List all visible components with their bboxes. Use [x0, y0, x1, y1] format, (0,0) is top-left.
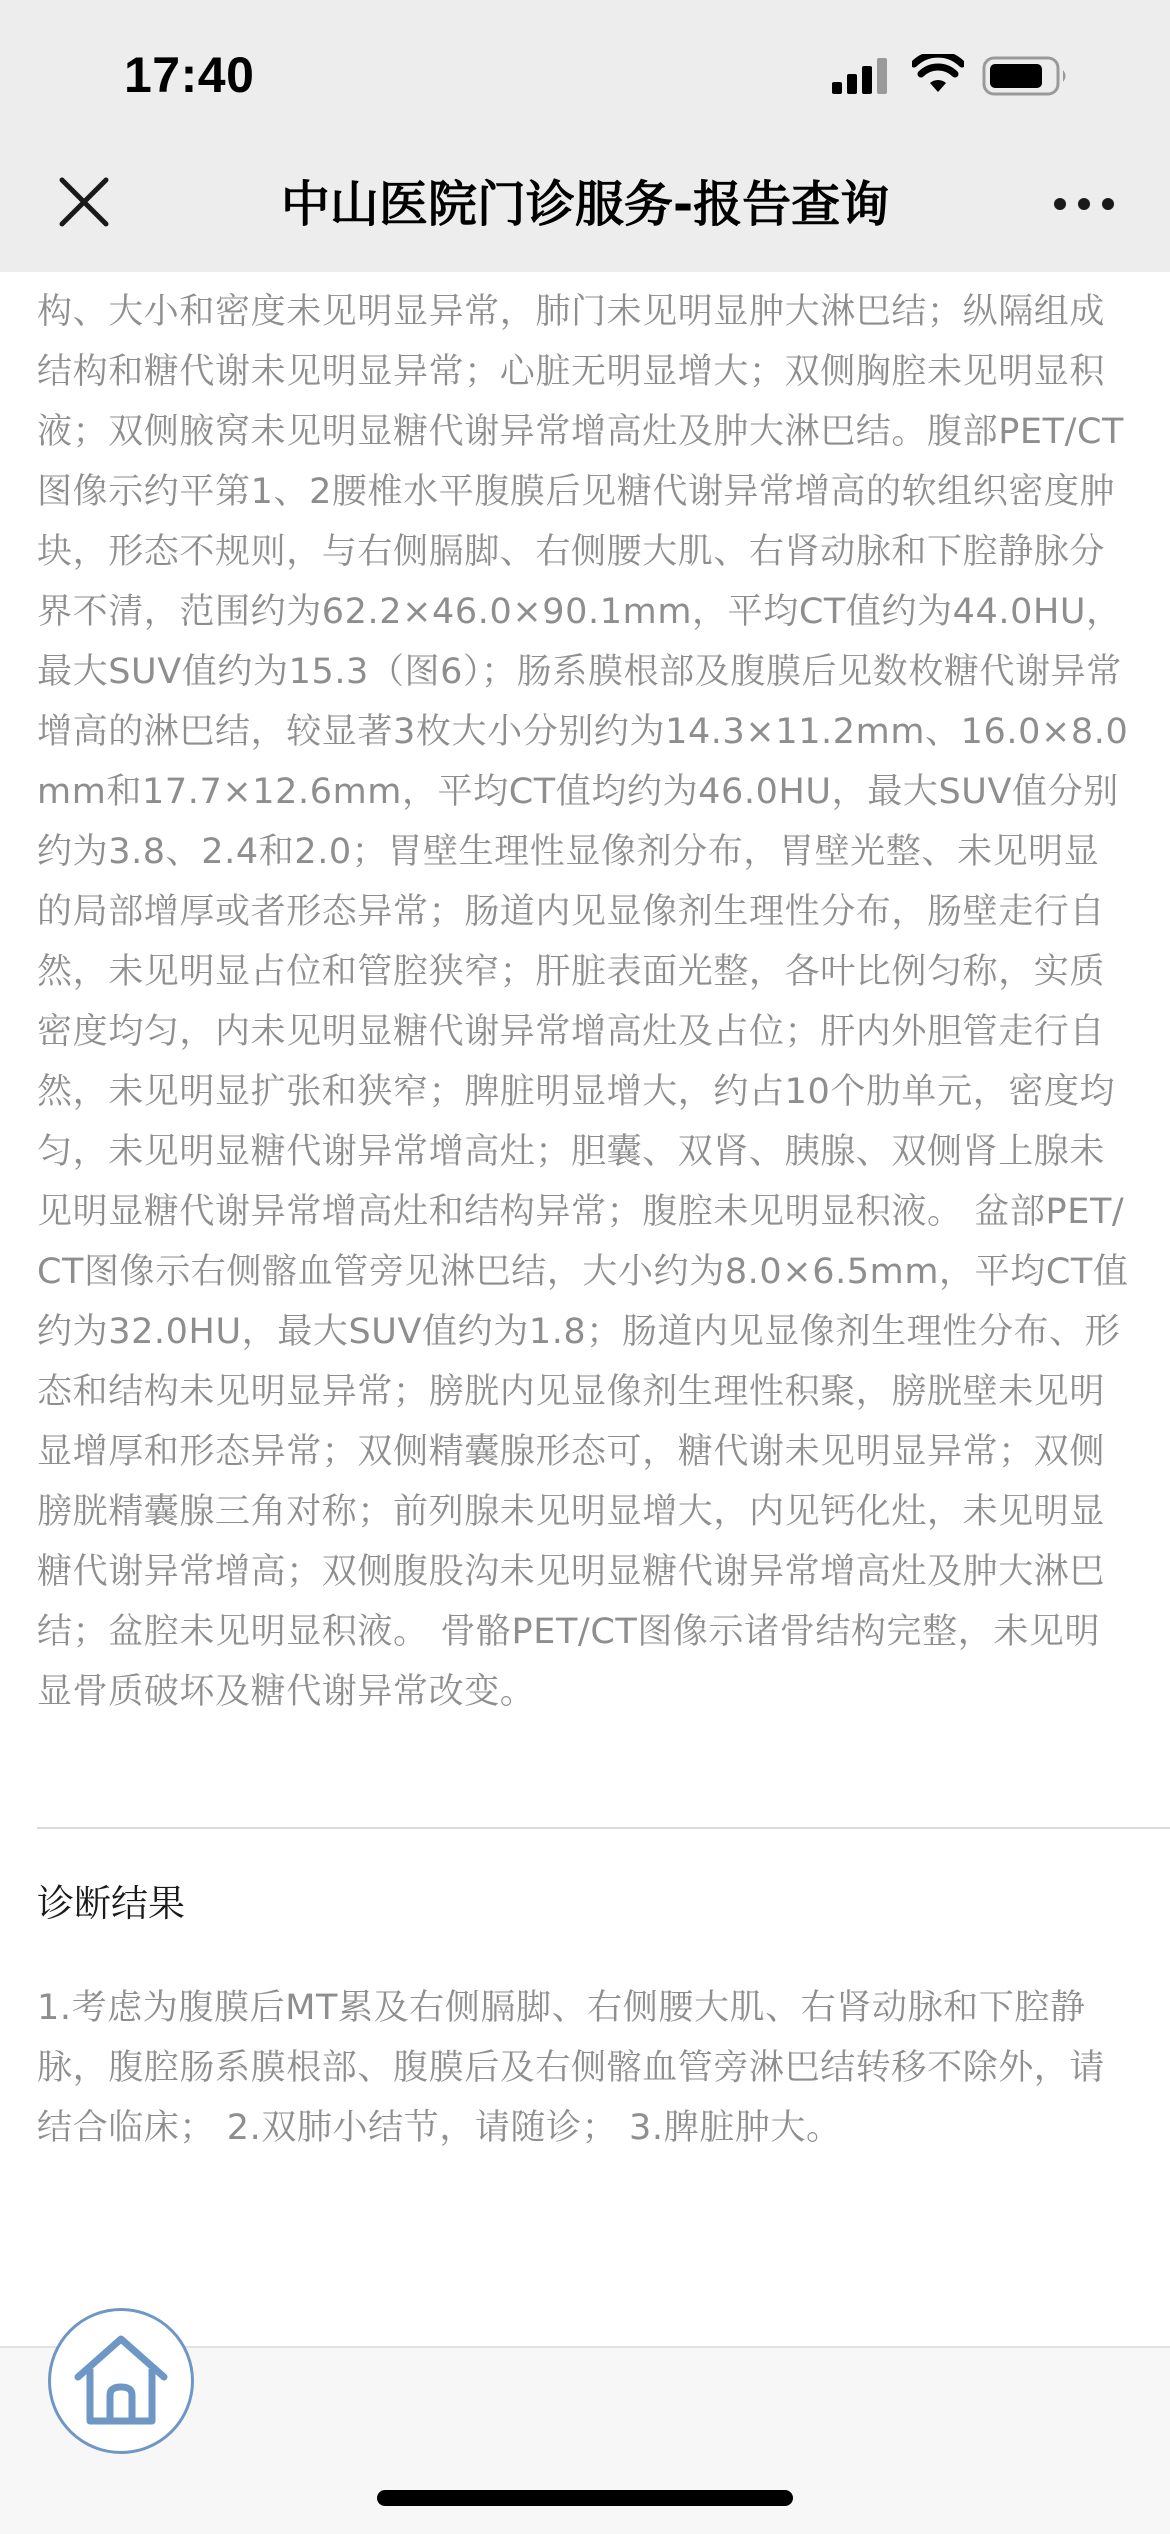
status-time: 17:40: [124, 47, 255, 103]
wifi-icon: [912, 54, 964, 94]
top-bar: [0, 0, 1170, 272]
home-indicator[interactable]: [377, 2490, 793, 2506]
diagnosis-text: 1.考虑为腹膜后MT累及右侧膈脚、右侧腰大肌、右肾动脉和下腔静脉，腹腔肠系膜根部、腹膜后及右侧髂血管旁淋巴结转移不除外，请结合临床； 2.双肺小结节，请随诊； 3.脾脏肿大。: [37, 1988, 1106, 2148]
report-findings: 构、大小和密度未见明显异常，肺门未见明显肿大淋巴结；纵隔组成结构和糖代谢未见明显异常；心脏无明显增大；双侧胸腔未见明显积液；双侧腋窝未见明显糖代谢异常增高灶及肿大淋巴结。腹部PET/CT图像示约平第1、2腰椎水平腹膜后见糖代谢异常增高的软组织密度肿块，形态不规则，与右侧膈脚、右侧腰大肌、右肾动脉和下腔静脉分界不清，范围约为62.2×46.0×90.1mm，平均CT值约为44.0HU，最大SUV值约为15.3（图6）；肠系膜根部及腹膜后见数枚糖代谢异常增高的淋巴结，较显著3枚大小分别约为14.3×11.2mm、16.0×8.0mm和17.7×12.6mm，平均CT值均约为46.0HU，最大SUV值分别约为3.8、2.4和2.0；胃壁生理性显像剂分布，胃壁光整、未见明显的局部增厚或者形态异常；肠道内见显像剂生理性分布，肠壁走行自然，未见明显占位和管腔狭窄；肝脏表面光整，各叶比例匀称，实质密度均匀，内未见明显糖代谢异常增高灶及占位；肝内外胆管走行自然，未见明显扩张和狭窄；脾脏明显增大，约占10个肋单元，密度均匀，未见明显糖代谢异常增高灶；胆囊、双肾、胰腺、双侧肾上腺未见明显糖代谢异常增高灶和结构异常；腹腔未见明显积液。 盆部PET/CT图像示右侧髂血管旁见淋巴结，大小约为8.0×6.5mm，平均CT值约为32.0HU，最大SUV值约为1.8；肠道内见显像剂生理性分布、形态和结构未见明显异常；膀胱内见显像剂生理性积聚，膀胱壁未见明显增厚和形态异常；双侧精囊腺形态可，糖代谢未见明显异常；双侧膀胱精囊腺三角对称；前列腺未见明显增大，内见钙化灶，未见明显糖代谢异常增高；双侧腹股沟未见明显糖代谢异常增高灶及肿大淋巴结；盆腔未见明显积液。 骨骼PET/CT图像示诸骨结构完整，未见明显骨质破坏及糖代谢异常改变。: [37, 292, 1129, 1712]
report-content[interactable]: [37, 272, 1133, 1790]
status-icons: [832, 52, 1092, 100]
home-button[interactable]: [48, 2308, 194, 2454]
diagnosis-title: 诊断结果: [37, 1882, 185, 1925]
battery-icon: [982, 56, 1070, 96]
close-icon[interactable]: [52, 170, 116, 234]
section-divider: [37, 1827, 1170, 1829]
home-icon: [72, 2333, 170, 2429]
page-title: 中山医院门诊服务-报告查询: [280, 176, 890, 233]
cellular-signal-icon: [832, 58, 890, 94]
more-icon[interactable]: [1052, 190, 1116, 218]
